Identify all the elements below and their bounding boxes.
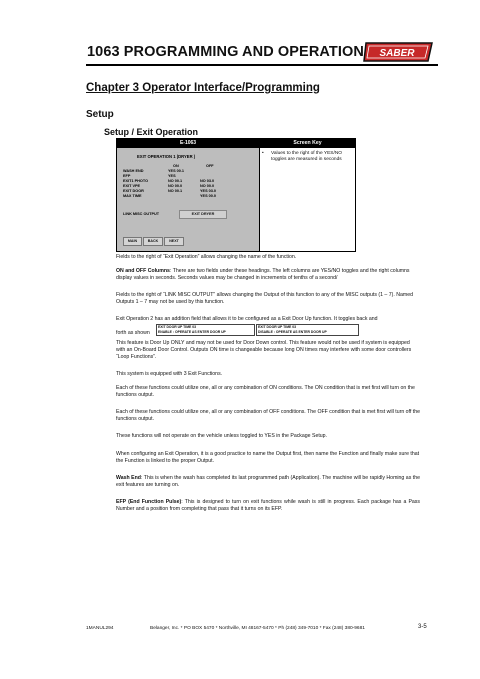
paragraph: Fields to the right of “Exit Operation” allows changing the name of the function. (116, 254, 297, 260)
row-off-value: NO 03.0 (200, 179, 215, 183)
row-label: EXIT1 PHOTO (123, 179, 149, 183)
row-off-value: YES 03.0 (200, 189, 217, 193)
row-label: EFP (123, 174, 131, 178)
screen-title: E-1063 (117, 139, 259, 148)
row-on-value: YES (168, 174, 176, 178)
paragraph-text: : This is when the wash has completed its last programmed path (Application). The machine will be rapidly Homing as the exit features are turning on. (116, 475, 420, 489)
screen-key-text: Values to the right of the YES/NO toggles are measured in seconds (271, 151, 343, 163)
row-label: EXIT VPE (123, 184, 141, 188)
paragraph: Each of these functions could utilize one, all or any combination of OFF conditions. The OFF condition that is met first will turn off the functions output. (116, 409, 421, 423)
toggle-enable-example (156, 324, 255, 336)
paragraph-text: : There are two fields under these headings. The left columns are YES/NO toggles and the right columns display values in seconds. Seconds values may be changed in increments of tenths of a second/ (116, 268, 410, 282)
header-rule (86, 64, 438, 66)
paragraph: Exit Operation 2 has an addition field that allows it to be configured as a Exit Door Up function. It toggles back and (116, 316, 378, 322)
row-off-value: NO 00.0 (200, 184, 215, 188)
col-off-header: OFF (206, 164, 214, 168)
inset-line: DISABLE : OPERATE AS ENTER DOOR UP (258, 329, 327, 334)
toggle-disable-example (256, 324, 359, 336)
paragraph: These functions will not operate on the vehicle unless toggled to YES in the Package Setup. (116, 433, 327, 439)
paragraph: This feature is Door Up ONLY and may not be used for Door Down control. This feature would not be used if system is equipped with an On-Board Door Control. Outputs ON time is changeable because long ON times may interfere with some door controllers “Loop Functions”. (116, 340, 412, 361)
inset-line: ENABLE : OPERATE AS ENTER DOOR UP (158, 329, 226, 334)
paragraph (116, 475, 420, 489)
back-button[interactable]: BACK (143, 237, 163, 246)
screen-capture (117, 139, 260, 251)
footer-doc-code: 1MANUL294 (86, 626, 114, 631)
subsection-title: Setup / Exit Operation (104, 127, 199, 137)
paragraph: Each of these functions could utilize one, all or any combination of ON conditions. The ON condition that is met first will turn on the functions output. (116, 385, 415, 399)
row-on-value: NO 00.0 (168, 184, 183, 188)
term: Wash End (116, 475, 141, 481)
row-off-value: YES 00.0 (200, 194, 217, 198)
section-title: Setup (86, 109, 114, 120)
page-header-title: 1063 PROGRAMMING AND OPERATION (87, 44, 364, 60)
inset-line: EXIT DOOR UP TIME 03 (258, 325, 296, 329)
row-label: MAX TIME (123, 194, 142, 198)
row-label: EXIT DOOR (123, 189, 144, 193)
screen-key-note (263, 151, 349, 164)
paragraph: When configuring an Exit Operation, it is a good practice to name the Output first, then name the Function and finally make sure that the Function is linked to the proper Output. (116, 451, 420, 465)
inset-line: EXIT DOOR UP TIME 03 (158, 325, 196, 329)
exit-operation-figure (116, 138, 356, 252)
main-button[interactable]: MAIN (123, 237, 142, 246)
operation-title: EXIT OPERATION 1 (DRYER ) (137, 154, 196, 159)
footer-address: Belanger, Inc. * PO BOX 5470 * Northville, MI 48167-5470 * Ph (248) 349-7010 * Fax (248) 380-9681 (150, 626, 365, 631)
col-on-header: ON (173, 164, 179, 168)
link-misc-output-label: LINK MISC OUTPUT (123, 212, 160, 216)
page-number: 3-5 (418, 624, 427, 630)
chapter-title: Chapter 3 Operator Interface/Programming (86, 82, 320, 94)
screen-key-title: Screen Key (260, 139, 355, 148)
row-label: WASH END (123, 169, 144, 173)
term: ON and OFF Columns (116, 268, 170, 274)
paragraph (116, 268, 420, 282)
paragraph: Fields to the right of “LINK MISC OUTPUT” allows changing the Output of this function to any of the MISC outputs (1 – 7). Named Outputs 1 – 7 may not be used by this function. (116, 292, 413, 306)
paragraph: This system is equipped with 3 Exit Functions. (116, 371, 223, 377)
bullet-icon: • (262, 151, 264, 156)
paragraph: forth as shown (116, 330, 150, 336)
paragraph-text: : This is designed to turn on exit functions while wash is still in progress. Each package has a Pass Number and a position from completing that pass that it turns on its EFP. (116, 499, 420, 513)
row-on-value: NO 00.1 (168, 189, 183, 193)
next-button[interactable]: NEXT (164, 237, 184, 246)
row-on-value: NO 00.1 (168, 179, 183, 183)
saber-logo (362, 40, 436, 64)
paragraph (116, 499, 420, 513)
term: EFP (End Function Pulse) (116, 499, 182, 505)
logo-text: SABER (379, 48, 415, 59)
link-output-field[interactable]: EXIT DRYER (179, 210, 227, 219)
row-on-value: YES 00.1 (168, 169, 185, 173)
